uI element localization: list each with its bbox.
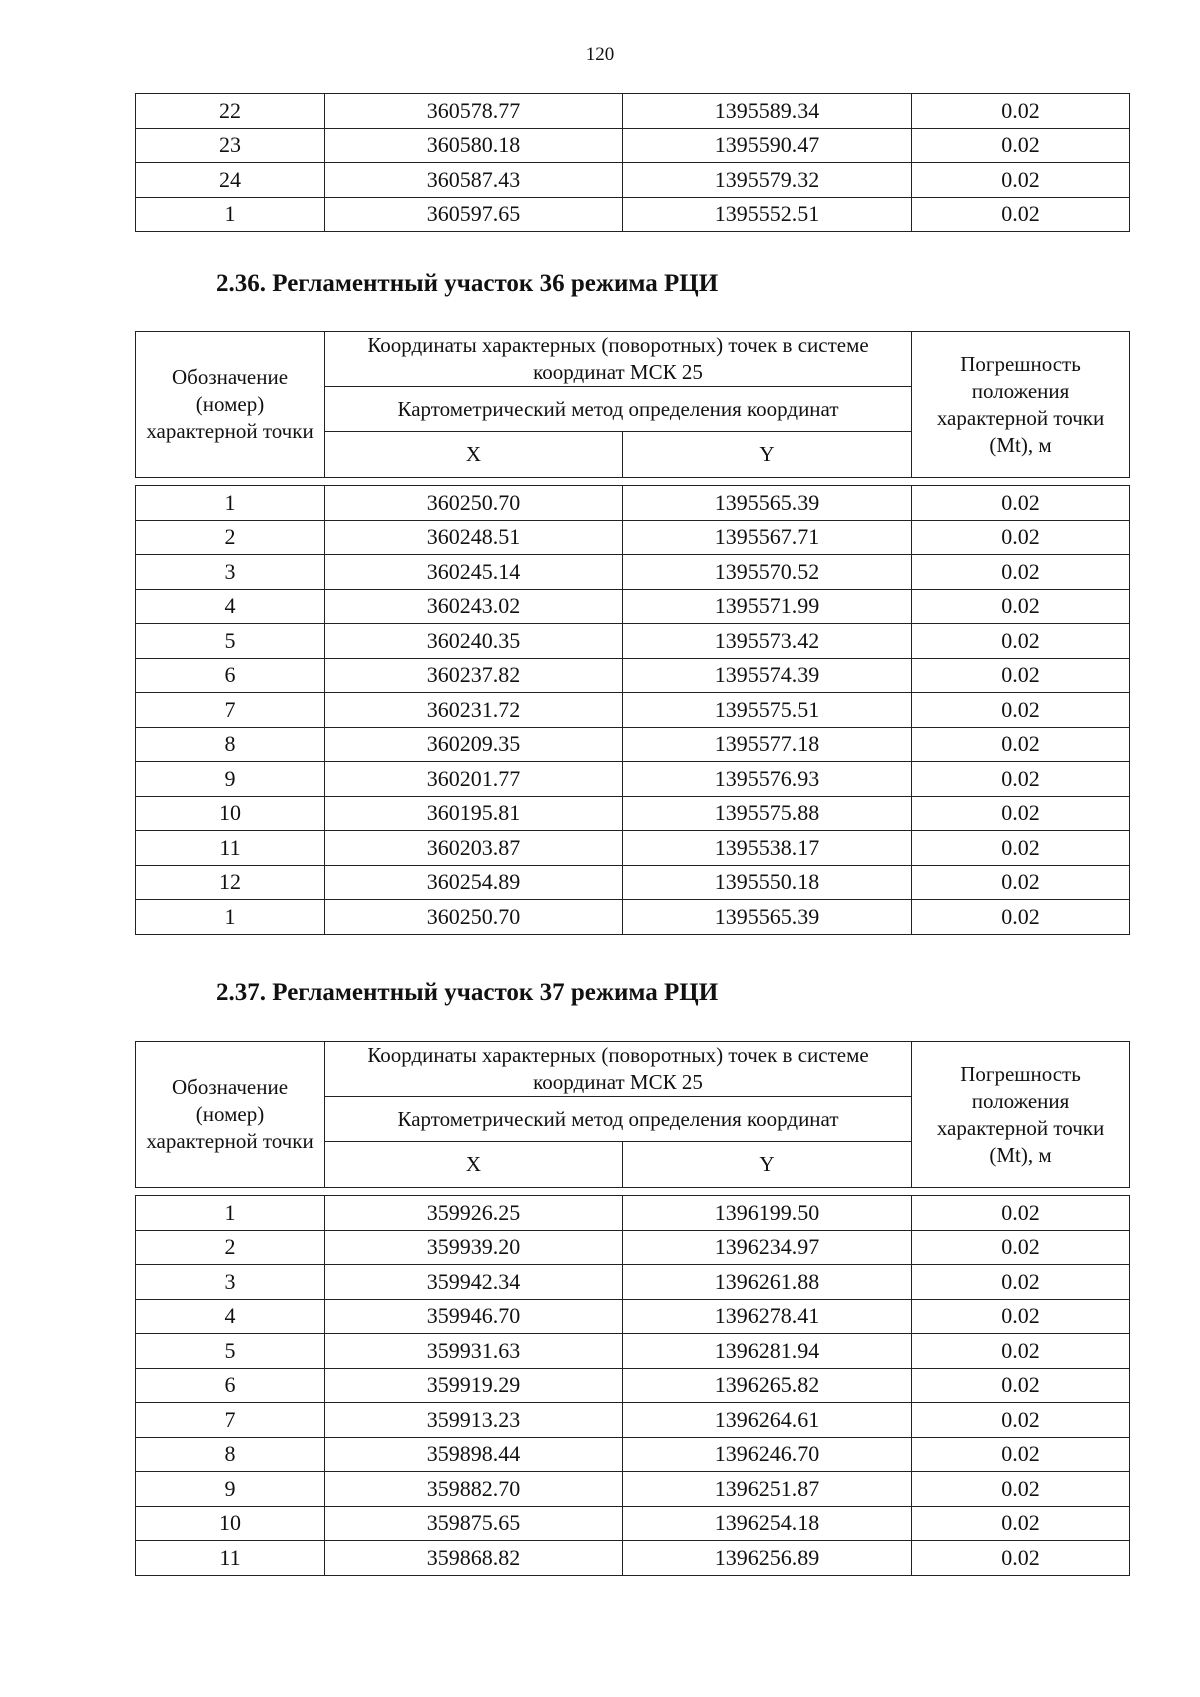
x-coordinate-cell: 360243.02 bbox=[325, 589, 623, 624]
table-row bbox=[136, 589, 1130, 624]
point-number-cell: 3 bbox=[136, 555, 325, 590]
y-coordinate-cell: 1396234.97 bbox=[623, 1230, 912, 1265]
error-cell: 0.02 bbox=[912, 831, 1130, 866]
x-coordinate-cell: 359882.70 bbox=[325, 1472, 623, 1507]
error-cell: 0.02 bbox=[912, 1334, 1130, 1369]
x-coordinate-cell: 359926.25 bbox=[325, 1196, 623, 1231]
header-y: Y bbox=[623, 1142, 912, 1188]
point-number-cell: 3 bbox=[136, 1265, 325, 1300]
x-coordinate-cell: 360254.89 bbox=[325, 865, 623, 900]
y-coordinate-cell: 1395575.88 bbox=[623, 796, 912, 831]
header-designation: Обозначение (номер) характерной точки bbox=[136, 332, 325, 478]
table-row bbox=[136, 94, 1130, 129]
table-row bbox=[136, 520, 1130, 555]
error-cell: 0.02 bbox=[912, 1472, 1130, 1507]
point-number-cell: 5 bbox=[136, 624, 325, 659]
x-coordinate-cell: 360250.70 bbox=[325, 900, 623, 935]
point-number-cell: 1 bbox=[136, 486, 325, 521]
error-cell: 0.02 bbox=[912, 128, 1130, 163]
error-cell: 0.02 bbox=[912, 1230, 1130, 1265]
table-row bbox=[136, 900, 1130, 935]
point-number-cell: 1 bbox=[136, 1196, 325, 1231]
header-designation: Обозначение (номер) характерной точки bbox=[136, 1042, 325, 1188]
error-cell: 0.02 bbox=[912, 1541, 1130, 1576]
error-cell: 0.02 bbox=[912, 163, 1130, 198]
table-row bbox=[136, 1196, 1130, 1231]
error-cell: 0.02 bbox=[912, 762, 1130, 797]
y-coordinate-cell: 1395538.17 bbox=[623, 831, 912, 866]
point-number-cell: 9 bbox=[136, 1472, 325, 1507]
error-cell: 0.02 bbox=[912, 589, 1130, 624]
error-cell: 0.02 bbox=[912, 865, 1130, 900]
y-coordinate-cell: 1395575.51 bbox=[623, 693, 912, 728]
y-coordinate-cell: 1395571.99 bbox=[623, 589, 912, 624]
point-number-cell: 8 bbox=[136, 727, 325, 762]
y-coordinate-cell: 1395577.18 bbox=[623, 727, 912, 762]
point-number-cell: 24 bbox=[136, 163, 325, 198]
x-coordinate-cell: 360203.87 bbox=[325, 831, 623, 866]
y-coordinate-cell: 1395576.93 bbox=[623, 762, 912, 797]
error-cell: 0.02 bbox=[912, 555, 1130, 590]
table-row bbox=[136, 796, 1130, 831]
y-coordinate-cell: 1395565.39 bbox=[623, 486, 912, 521]
x-coordinate-cell: 359942.34 bbox=[325, 1265, 623, 1300]
y-coordinate-cell: 1396251.87 bbox=[623, 1472, 912, 1507]
x-coordinate-cell: 360240.35 bbox=[325, 624, 623, 659]
point-number-cell: 4 bbox=[136, 589, 325, 624]
table-row bbox=[136, 1541, 1130, 1576]
header-error: Погрешность положения характерной точки (Mt), м bbox=[912, 1042, 1130, 1188]
table-row bbox=[136, 555, 1130, 590]
table-row bbox=[136, 762, 1130, 797]
table-row bbox=[136, 486, 1130, 521]
error-cell: 0.02 bbox=[912, 197, 1130, 232]
y-coordinate-cell: 1395589.34 bbox=[623, 94, 912, 129]
y-coordinate-cell: 1396246.70 bbox=[623, 1437, 912, 1472]
error-cell: 0.02 bbox=[912, 1403, 1130, 1438]
y-coordinate-cell: 1395574.39 bbox=[623, 658, 912, 693]
point-number-cell: 2 bbox=[136, 1230, 325, 1265]
point-number-cell: 8 bbox=[136, 1437, 325, 1472]
table-row bbox=[136, 1265, 1130, 1300]
error-cell: 0.02 bbox=[912, 624, 1130, 659]
point-number-cell: 2 bbox=[136, 520, 325, 555]
point-number-cell: 10 bbox=[136, 796, 325, 831]
table-row bbox=[136, 727, 1130, 762]
x-coordinate-cell: 359919.29 bbox=[325, 1368, 623, 1403]
x-coordinate-cell: 359868.82 bbox=[325, 1541, 623, 1576]
y-coordinate-cell: 1396281.94 bbox=[623, 1334, 912, 1369]
page-number: 120 bbox=[585, 44, 615, 65]
x-coordinate-cell: 359875.65 bbox=[325, 1506, 623, 1541]
point-number-cell: 1 bbox=[136, 197, 325, 232]
point-number-cell: 10 bbox=[136, 1506, 325, 1541]
table-row bbox=[136, 1230, 1130, 1265]
point-number-cell: 1 bbox=[136, 900, 325, 935]
x-coordinate-cell: 360248.51 bbox=[325, 520, 623, 555]
point-number-cell: 11 bbox=[136, 831, 325, 866]
table-row bbox=[136, 1403, 1130, 1438]
error-cell: 0.02 bbox=[912, 1196, 1130, 1231]
y-coordinate-cell: 1395552.51 bbox=[623, 197, 912, 232]
point-number-cell: 11 bbox=[136, 1541, 325, 1576]
table-row bbox=[136, 197, 1130, 232]
point-number-cell: 7 bbox=[136, 1403, 325, 1438]
header-method: Картометрический метод определения координат bbox=[325, 1097, 912, 1142]
y-coordinate-cell: 1395579.32 bbox=[623, 163, 912, 198]
error-cell: 0.02 bbox=[912, 727, 1130, 762]
y-coordinate-cell: 1395590.47 bbox=[623, 128, 912, 163]
y-coordinate-cell: 1395570.52 bbox=[623, 555, 912, 590]
error-cell: 0.02 bbox=[912, 1265, 1130, 1300]
error-cell: 0.02 bbox=[912, 520, 1130, 555]
x-coordinate-cell: 360250.70 bbox=[325, 486, 623, 521]
point-number-cell: 7 bbox=[136, 693, 325, 728]
table-row bbox=[136, 1334, 1130, 1369]
x-coordinate-cell: 359898.44 bbox=[325, 1437, 623, 1472]
point-number-cell: 12 bbox=[136, 865, 325, 900]
x-coordinate-cell: 360580.18 bbox=[325, 128, 623, 163]
coordinates-table-36 bbox=[135, 485, 1130, 935]
header-error: Погрешность положения характерной точки (Mt), м bbox=[912, 332, 1130, 478]
header-x: X bbox=[325, 432, 623, 478]
section-title-36: 2.36. Регламентный участок 36 режима РЦИ bbox=[216, 270, 719, 297]
error-cell: 0.02 bbox=[912, 796, 1130, 831]
y-coordinate-cell: 1395565.39 bbox=[623, 900, 912, 935]
header-y: Y bbox=[623, 432, 912, 478]
point-number-cell: 4 bbox=[136, 1299, 325, 1334]
error-cell: 0.02 bbox=[912, 1437, 1130, 1472]
y-coordinate-cell: 1395567.71 bbox=[623, 520, 912, 555]
x-coordinate-cell: 359913.23 bbox=[325, 1403, 623, 1438]
x-coordinate-cell: 359931.63 bbox=[325, 1334, 623, 1369]
header-coords-title: Координаты характерных (поворотных) точек в системе координат МСК 25 bbox=[325, 332, 912, 387]
error-cell: 0.02 bbox=[912, 1368, 1130, 1403]
y-coordinate-cell: 1396254.18 bbox=[623, 1506, 912, 1541]
x-coordinate-cell: 360597.65 bbox=[325, 197, 623, 232]
error-cell: 0.02 bbox=[912, 693, 1130, 728]
y-coordinate-cell: 1396256.89 bbox=[623, 1541, 912, 1576]
table-row bbox=[136, 658, 1130, 693]
table-row bbox=[136, 1437, 1130, 1472]
y-coordinate-cell: 1396278.41 bbox=[623, 1299, 912, 1334]
table-row bbox=[136, 693, 1130, 728]
table-header-36 bbox=[135, 331, 1130, 478]
table-row bbox=[136, 1368, 1130, 1403]
y-coordinate-cell: 1395550.18 bbox=[623, 865, 912, 900]
table-header-37 bbox=[135, 1041, 1130, 1188]
y-coordinate-cell: 1396261.88 bbox=[623, 1265, 912, 1300]
x-coordinate-cell: 359939.20 bbox=[325, 1230, 623, 1265]
coordinates-table-continuation bbox=[135, 93, 1130, 232]
error-cell: 0.02 bbox=[912, 94, 1130, 129]
table-row bbox=[136, 1299, 1130, 1334]
error-cell: 0.02 bbox=[912, 486, 1130, 521]
y-coordinate-cell: 1396265.82 bbox=[623, 1368, 912, 1403]
point-number-cell: 23 bbox=[136, 128, 325, 163]
table-row bbox=[136, 1506, 1130, 1541]
table-row bbox=[136, 624, 1130, 659]
error-cell: 0.02 bbox=[912, 1506, 1130, 1541]
coordinates-table-37 bbox=[135, 1195, 1130, 1576]
table-row bbox=[136, 1472, 1130, 1507]
x-coordinate-cell: 360209.35 bbox=[325, 727, 623, 762]
table-row bbox=[136, 831, 1130, 866]
table-row bbox=[136, 128, 1130, 163]
header-coords-title: Координаты характерных (поворотных) точек в системе координат МСК 25 bbox=[325, 1042, 912, 1097]
x-coordinate-cell: 359946.70 bbox=[325, 1299, 623, 1334]
point-number-cell: 6 bbox=[136, 1368, 325, 1403]
error-cell: 0.02 bbox=[912, 1299, 1130, 1334]
point-number-cell: 5 bbox=[136, 1334, 325, 1369]
x-coordinate-cell: 360195.81 bbox=[325, 796, 623, 831]
header-x: X bbox=[325, 1142, 623, 1188]
x-coordinate-cell: 360245.14 bbox=[325, 555, 623, 590]
y-coordinate-cell: 1395573.42 bbox=[623, 624, 912, 659]
point-number-cell: 6 bbox=[136, 658, 325, 693]
x-coordinate-cell: 360237.82 bbox=[325, 658, 623, 693]
table-row bbox=[136, 163, 1130, 198]
section-title-37: 2.37. Регламентный участок 37 режима РЦИ bbox=[216, 979, 719, 1006]
header-method: Картометрический метод определения координат bbox=[325, 387, 912, 432]
error-cell: 0.02 bbox=[912, 658, 1130, 693]
x-coordinate-cell: 360201.77 bbox=[325, 762, 623, 797]
point-number-cell: 9 bbox=[136, 762, 325, 797]
y-coordinate-cell: 1396199.50 bbox=[623, 1196, 912, 1231]
point-number-cell: 22 bbox=[136, 94, 325, 129]
x-coordinate-cell: 360578.77 bbox=[325, 94, 623, 129]
x-coordinate-cell: 360231.72 bbox=[325, 693, 623, 728]
x-coordinate-cell: 360587.43 bbox=[325, 163, 623, 198]
error-cell: 0.02 bbox=[912, 900, 1130, 935]
table-row bbox=[136, 865, 1130, 900]
y-coordinate-cell: 1396264.61 bbox=[623, 1403, 912, 1438]
